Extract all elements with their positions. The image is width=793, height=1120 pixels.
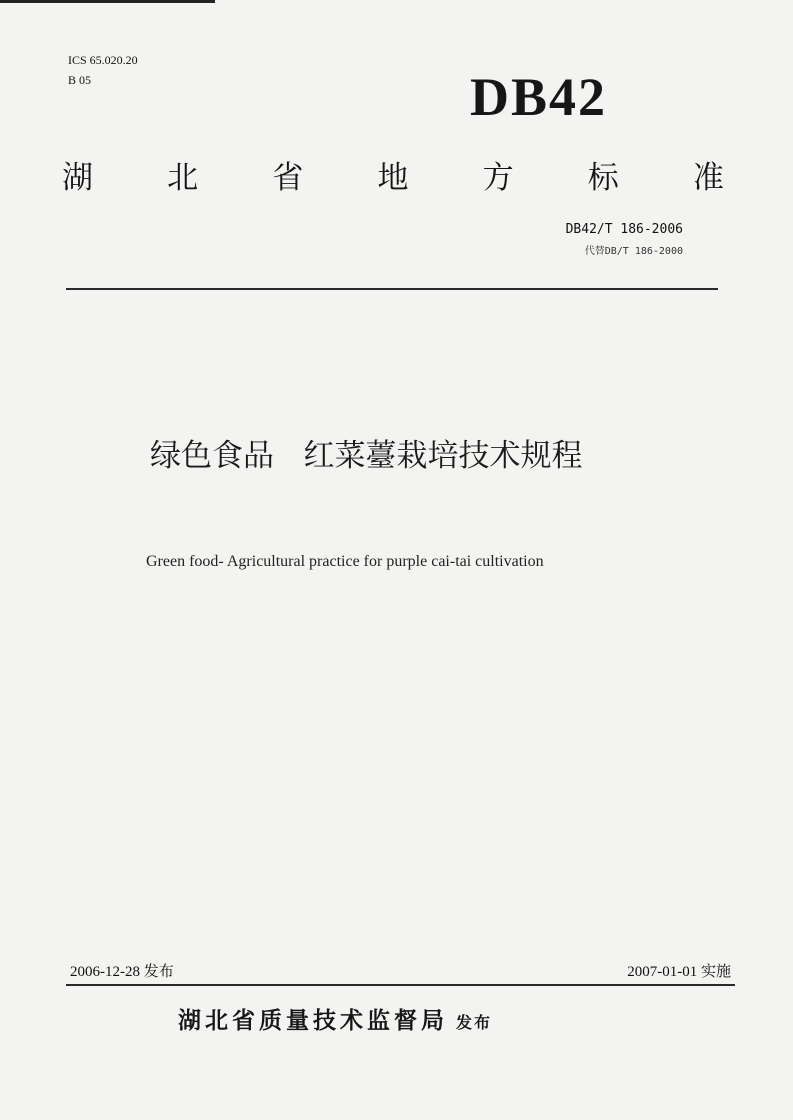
issuing-authority-name: 湖北省质量技术监督局 [178, 1008, 448, 1034]
header-divider [66, 288, 718, 290]
issuer-title-char: 省 [272, 160, 304, 196]
scan-edge-mark [0, 0, 215, 3]
footer-divider [66, 984, 735, 986]
issuer-title-char: 准 [692, 160, 724, 196]
document-title-english: Green food- Agricultural practice for purple cai-tai cultivation [146, 553, 544, 570]
issuer-title-char: 标 [587, 160, 619, 196]
classification-code: B 05 [68, 73, 92, 87]
issuing-authority-suffix: 发布 [456, 1013, 493, 1032]
issuer-title-char: 北 [167, 160, 199, 196]
issuer-title [62, 158, 724, 198]
standard-number: DB42/T 186-2006 [565, 222, 683, 237]
issuer-title-char: 湖 [62, 160, 93, 196]
document-title-chinese: 绿色食品 红菜薹栽培技术规程 [150, 438, 583, 474]
publication-date: 2006-12-28 发布 [70, 964, 174, 980]
issuer-title-char: 地 [377, 160, 409, 196]
ics-code: ICS 65.020.20 [68, 53, 138, 67]
replaced-standard: 代替DB/T 186-2000 [584, 246, 683, 257]
issuer-title-char: 方 [482, 160, 514, 196]
standard-code-logo: DB42 [470, 67, 608, 127]
issuing-authority [178, 1004, 492, 1040]
implementation-date: 2007-01-01 实施 [627, 964, 731, 980]
